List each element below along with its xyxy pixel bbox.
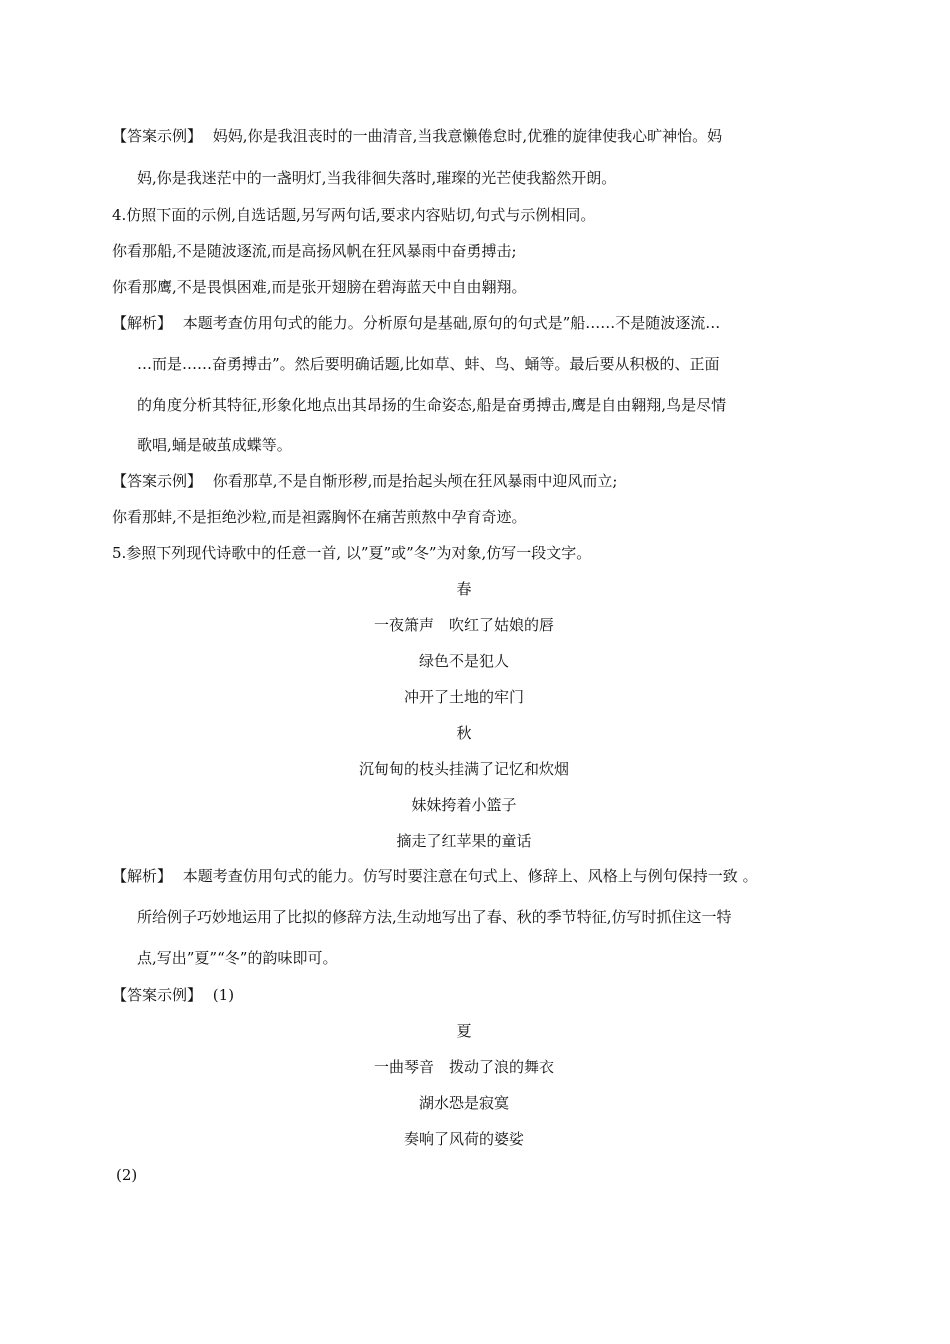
- analysis-tag: 【解析】: [112, 314, 173, 332]
- poem-autumn-line-3: 摘走了红苹果的童话: [396, 832, 532, 850]
- answer-number-1: (1): [212, 986, 235, 1004]
- poem-summer-line-1: 一曲琴音 拨动了浪的舞衣: [373, 1058, 554, 1076]
- q5-analysis-line-2: 所给例子巧妙地运用了比拟的修辞方法,生动地写出了春、秋的季节特征,仿写时抓住这一特: [137, 908, 732, 926]
- q5-answer-line-1: [112, 985, 234, 1005]
- q5-analysis-line-1: [112, 866, 758, 886]
- answer-example-tag: 【答案示例】: [112, 127, 203, 145]
- q4-analysis-text-1: 本题考查仿用句式的能力。分析原句是基础,原句的句式是”船……不是随波逐流…: [182, 314, 721, 332]
- poem-autumn-title: 秋: [456, 724, 472, 742]
- q4-answer-line-2: 你看那蚌,不是拒绝沙粒,而是袒露胸怀在痛苦煎熬中孕育奇迹。: [112, 508, 527, 526]
- poem-spring-line-2: 绿色不是犯人: [418, 652, 509, 670]
- answer-example-tag: 【答案示例】: [112, 986, 203, 1004]
- answer-example-tag: 【答案示例】: [112, 472, 203, 490]
- q5-analysis-line-3: 点,写出”夏”“冬”的韵味即可。: [137, 949, 338, 967]
- poem-spring-line-1: 一夜箫声 吹红了姑娘的唇: [373, 616, 554, 634]
- poem-summer-line-3: 奏响了风荷的婆娑: [403, 1130, 524, 1148]
- q4-analysis-line-2: …而是……奋勇搏击”。然后要明确话题,比如草、蚌、鸟、蛹等。最后要从积极的、正面: [137, 355, 720, 373]
- analysis-tag: 【解析】: [112, 867, 173, 885]
- poem-summer-line-2: 湖水恐是寂寞: [418, 1094, 509, 1112]
- q5-analysis-text-1: 本题考查仿用句式的能力。仿写时要注意在句式上、修辞上、风格上与例句保持一致 。: [182, 867, 758, 885]
- q4-answer-text-1: 你看那草,不是自惭形秽,而是抬起头颅在狂风暴雨中迎风而立;: [212, 472, 618, 490]
- q4-answer-line-1: [112, 471, 617, 491]
- q4-prompt: 4.仿照下面的示例,自选话题,另写两句话,要求内容贴切,句式与示例相同。: [112, 206, 596, 224]
- q4-example-1: 你看那船,不是随波逐流,而是高扬风帆在狂风暴雨中奋勇搏击;: [112, 242, 517, 260]
- q5-prompt: 5.参照下列现代诗歌中的任意一首, 以”夏”或”冬”为对象,仿写一段文字。: [112, 544, 592, 562]
- answer-number-2: (2): [116, 1166, 138, 1184]
- q4-analysis-line-1: [112, 313, 720, 333]
- poem-autumn-line-2: 妹妹挎着小篮子: [411, 796, 517, 814]
- q3-answer-line-1: [112, 126, 722, 146]
- q3-answer-text-1: 妈妈,你是我沮丧时的一曲清音,当我意懒倦怠时,优雅的旋律使我心旷神怡。妈: [212, 127, 723, 145]
- poem-spring-line-3: 冲开了土地的牢门: [403, 688, 524, 706]
- poem-autumn-line-1: 沉甸甸的枝头挂满了记忆和炊烟: [358, 760, 569, 778]
- poem-summer-title: 夏: [456, 1022, 472, 1040]
- poem-spring-title: 春: [456, 580, 472, 598]
- q4-example-2: 你看那鹰,不是畏惧困难,而是张开翅膀在碧海蓝天中自由翱翔。: [112, 278, 527, 296]
- q3-answer-line-2: 妈,你是我迷茫中的一盏明灯,当我徘徊失落时,璀璨的光芒使我豁然开朗。: [137, 169, 617, 187]
- q4-analysis-line-4: 歌唱,蛹是破茧成蝶等。: [137, 436, 292, 454]
- q4-analysis-line-3: 的角度分析其特征,形象化地点出其昂扬的生命姿态,船是奋勇搏击,鹰是自由翱翔,鸟是尽情: [137, 396, 727, 414]
